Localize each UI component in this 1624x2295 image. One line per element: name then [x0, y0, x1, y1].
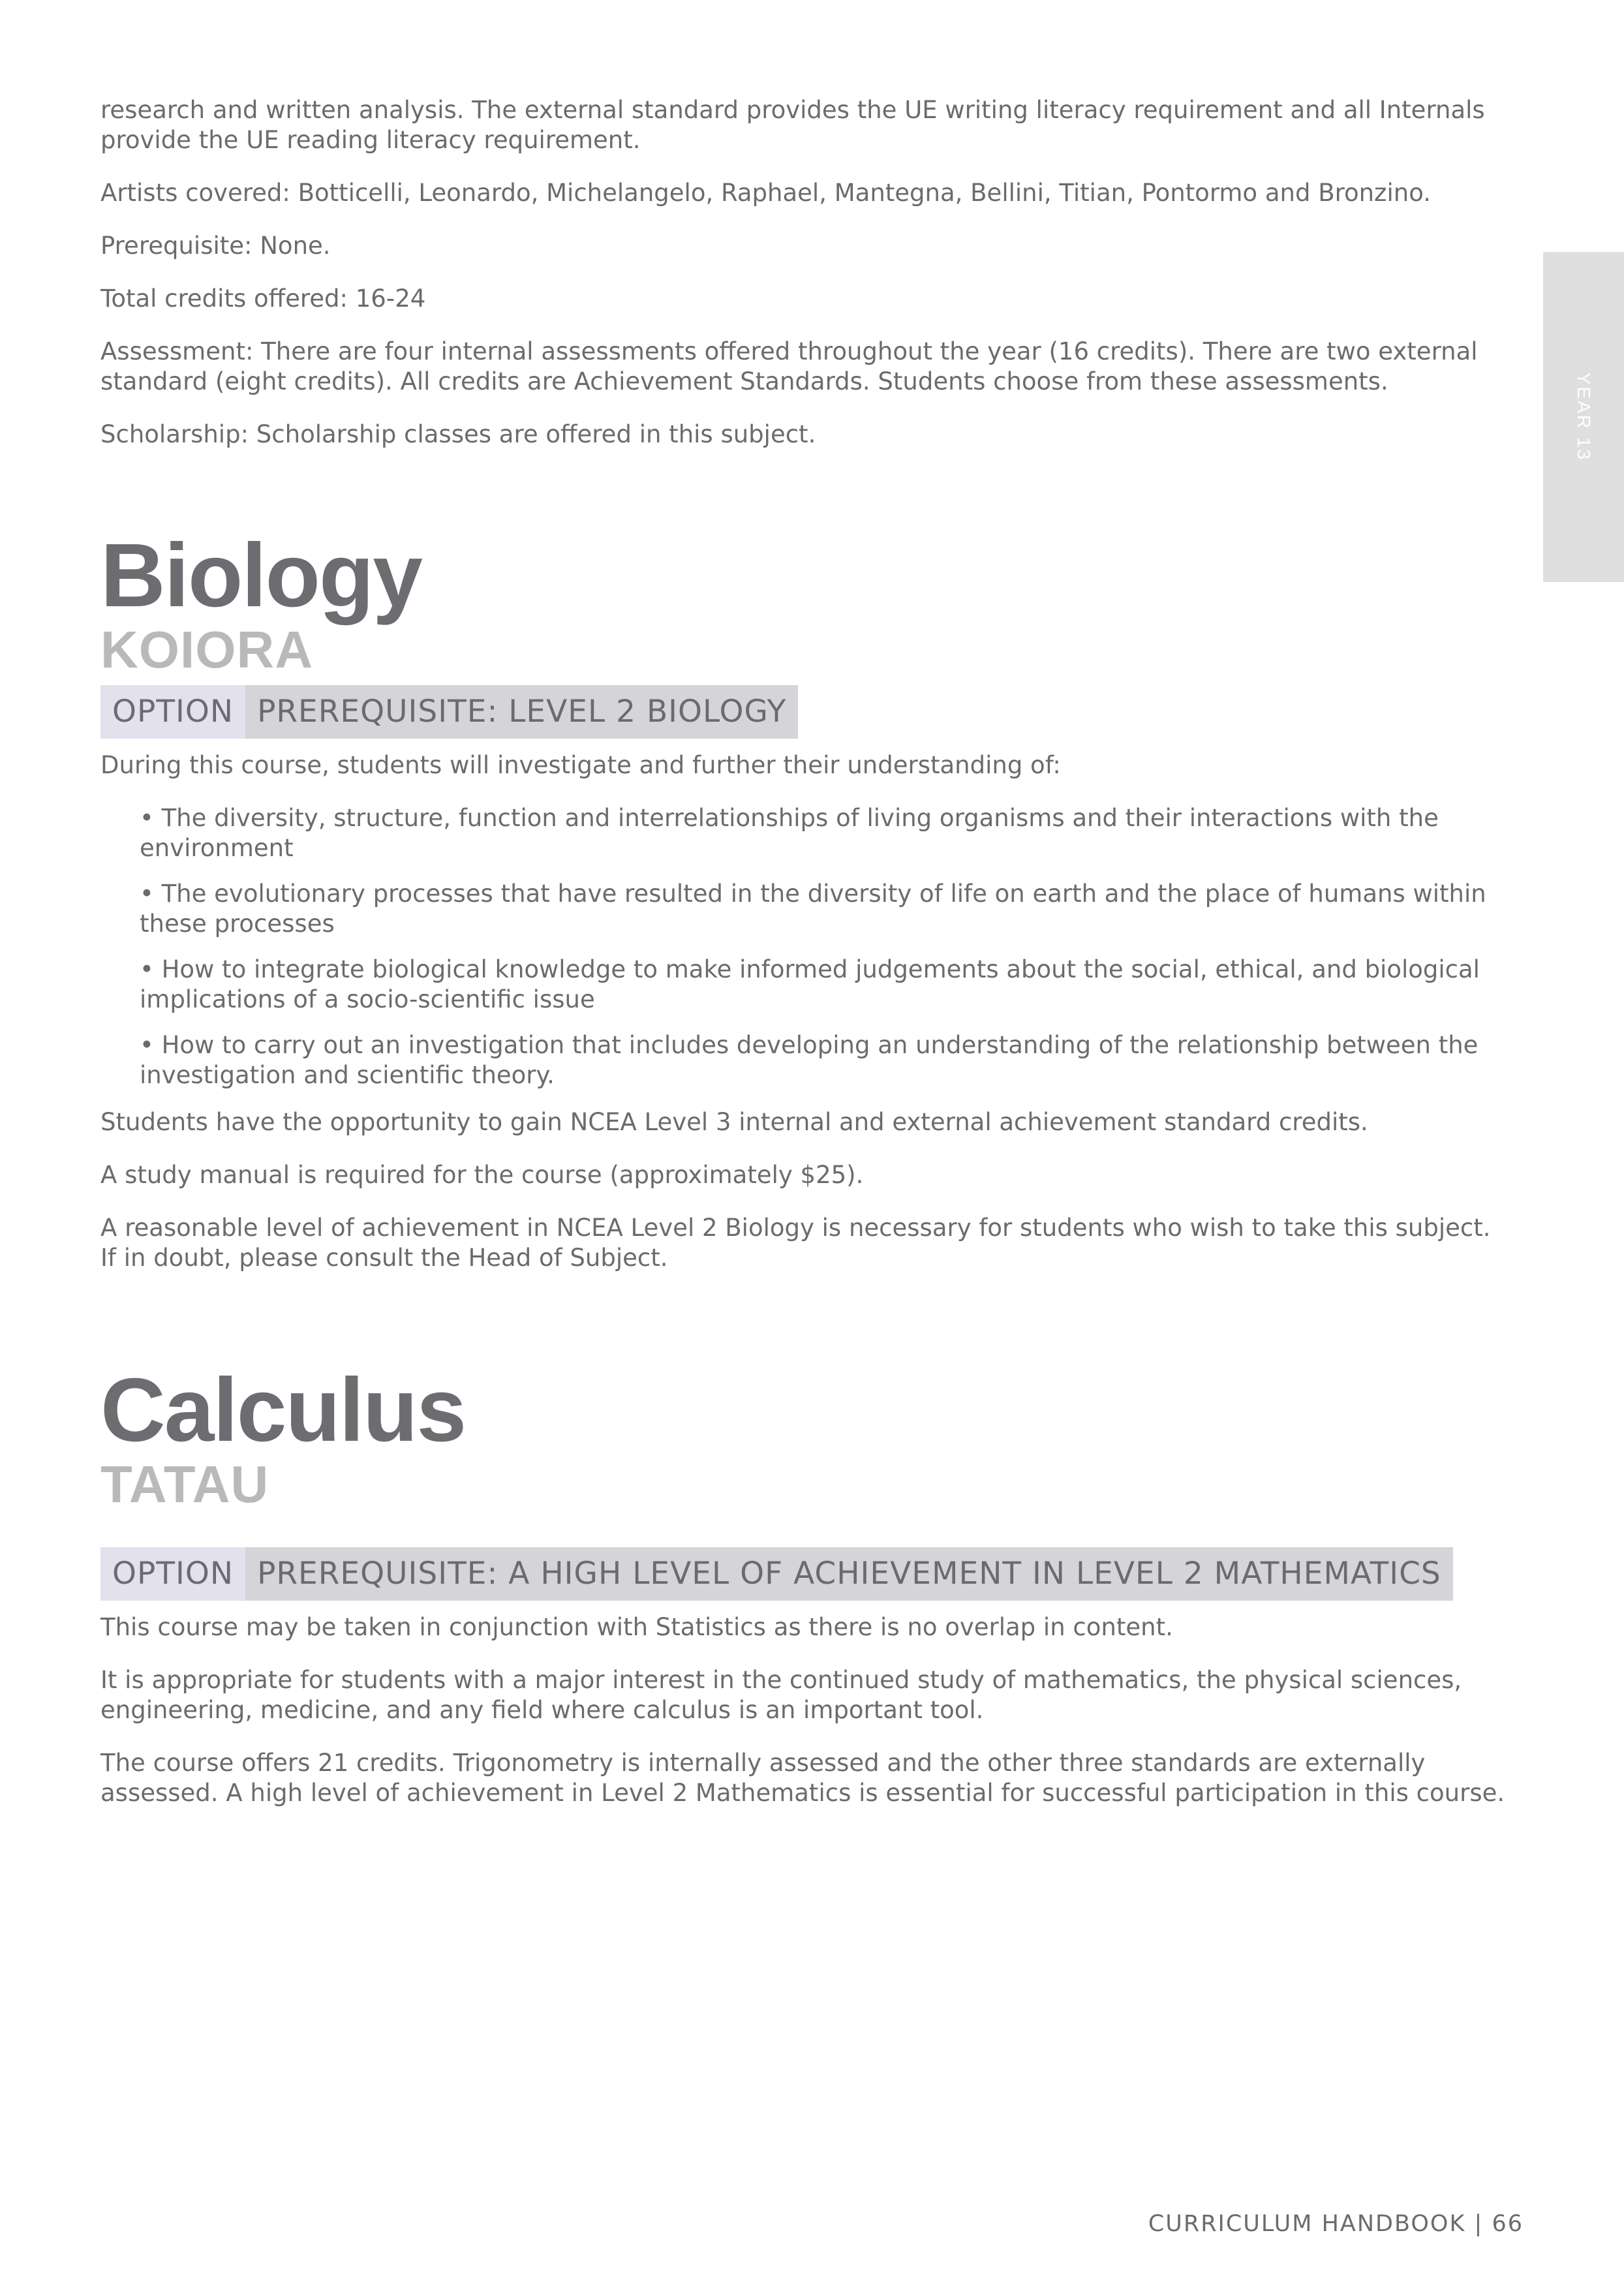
intro-paragraph: Artists covered: Botticelli, Leonardo, Michelangelo, Raphael, Mantegna, Bellini, Titian, Pontormo and Bronzino. — [100, 179, 1431, 207]
subject-paragraph: This course may be taken in conjunction with Statistics as there is no overlap in content. — [100, 1613, 1173, 1641]
subject-title: Calculus — [100, 1360, 466, 1460]
list-item: • The evolutionary processes that have resulted in the diversity of life on earth and the place of humans within these processes — [140, 880, 1486, 938]
biology-section — [100, 525, 1510, 1273]
subject-maori-title: TATAU — [100, 1455, 269, 1513]
intro-paragraph: Total credits offered: 16-24 — [100, 285, 426, 313]
list-item: • How to carry out an investigation that includes developing an understanding of the relationship between the investigation and scientific theory. — [140, 1031, 1478, 1089]
subject-paragraph: A study manual is required for the course (approximately $25). — [100, 1161, 864, 1189]
prerequisite-tag: PREREQUISITE: A HIGH LEVEL OF ACHIEVEMENT IN LEVEL 2 MATHEMATICS — [245, 1547, 1453, 1601]
page-footer: CURRICULUM HANDBOOK | 66 — [1148, 2211, 1524, 2237]
list-item: • The diversity, structure, function and interrelationships of living organisms and their interactions with the environment — [140, 804, 1439, 862]
list-item: • How to integrate biological knowledge to make informed judgements about the social, ethical, and biological implications of a socio-scientific issue — [140, 955, 1480, 1013]
prerequisite-tag: PREREQUISITE: LEVEL 2 BIOLOGY — [245, 685, 798, 739]
subject-lead: During this course, students will investigate and further their understanding of: — [100, 751, 1061, 779]
option-tag: OPTION — [100, 685, 245, 739]
subject-paragraph: Students have the opportunity to gain NCEA Level 3 internal and external achievement standard credits. — [100, 1108, 1368, 1136]
year-side-tab — [1543, 252, 1624, 582]
subject-paragraph: It is appropriate for students with a major interest in the continued study of mathematics, the physical sciences, engineering, medicine, and any field where calculus is an important tool. — [100, 1666, 1462, 1724]
subject-tag-row — [100, 1547, 1510, 1601]
subject-paragraph: A reasonable level of achievement in NCEA Level 2 Biology is necessary for students who wish to take this subject. If in doubt, please consult the Head of Subject. — [100, 1214, 1491, 1272]
option-tag: OPTION — [100, 1547, 245, 1601]
side-tab-label: YEAR 13 — [1574, 372, 1594, 462]
intro-paragraph: Assessment: There are four internal assessments offered throughout the year (16 credits). There are two external standard (eight credits). All credits are Achievement Standards. Students choose from these assessments. — [100, 337, 1478, 395]
calculus-section — [100, 1360, 1510, 1808]
subject-maori-title: KOIORA — [100, 621, 313, 679]
subject-tag-row — [100, 685, 1510, 739]
intro-paragraph: research and written analysis. The external standard provides the UE writing literacy requirement and all Internals provide the UE reading literacy requirement. — [100, 96, 1485, 154]
intro-section — [100, 95, 1510, 450]
subject-paragraph: The course offers 21 credits. Trigonometry is internally assessed and the other three standards are externally assessed. A high level of achievement in Level 2 Mathematics is essential for successful participation in this course. — [100, 1749, 1505, 1807]
subject-title: Biology — [100, 525, 421, 626]
intro-paragraph: Scholarship: Scholarship classes are offered in this subject. — [100, 420, 816, 448]
bullet-list — [100, 803, 1510, 1090]
intro-paragraph: Prerequisite: None. — [100, 232, 331, 260]
page-content — [100, 95, 1510, 1831]
